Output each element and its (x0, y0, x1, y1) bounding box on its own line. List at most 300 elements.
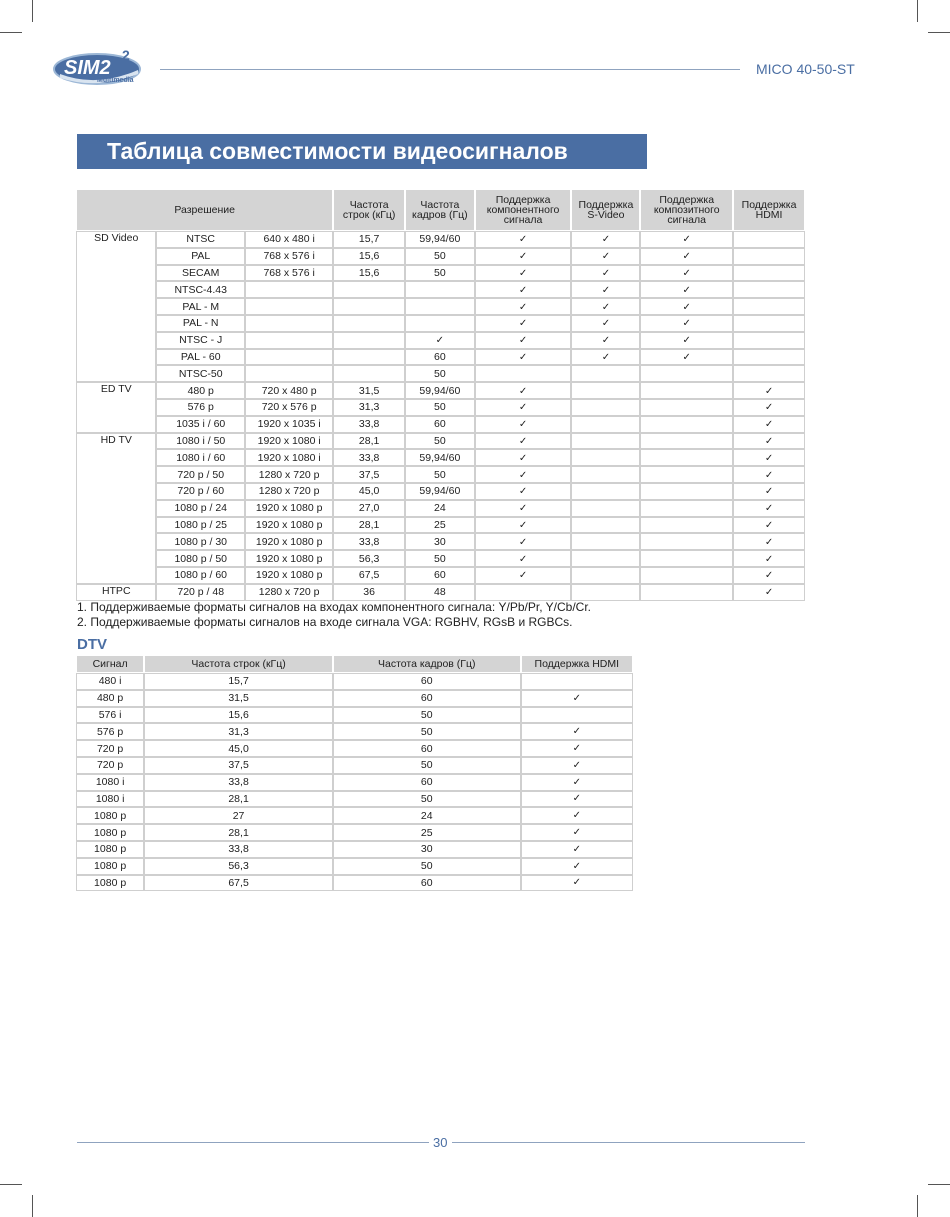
table-row (77, 518, 804, 533)
footnote: 2. Поддерживаемые форматы сигналов на входе сигнала VGA: RGBHV, RGsB и RGBCs. (77, 615, 573, 629)
line-frequency-cell: 15,7 (145, 674, 332, 689)
component-support-cell (476, 249, 571, 264)
resolution-cell: 1920 x 1080 i (246, 434, 332, 449)
component-support-cell (476, 316, 571, 331)
check-icon: ✓ (518, 335, 528, 347)
check-icon: ✓ (518, 469, 528, 481)
hdmi-support-cell (734, 232, 804, 247)
check-icon: ✓ (682, 351, 691, 363)
crop-mark (928, 32, 950, 33)
check-icon: ✓ (518, 234, 528, 246)
resolution-cell: 768 x 576 i (246, 266, 332, 281)
standard-cell: PAL - M (157, 299, 243, 314)
frame-frequency-cell (406, 316, 474, 331)
line-frequency-cell: 67,5 (145, 876, 332, 891)
hdmi-support-cell (734, 400, 804, 415)
composite-support-cell (641, 450, 732, 465)
dtv-heading: DTV (77, 636, 107, 653)
crop-mark (917, 0, 918, 22)
frame-frequency-cell: 50 (406, 400, 474, 415)
svideo-support-cell (572, 366, 639, 381)
composite-support-cell (641, 434, 732, 449)
crop-mark (917, 1195, 918, 1217)
resolution-cell: 1920 x 1080 p (246, 568, 332, 583)
svideo-support-cell (572, 266, 639, 281)
hdmi-support-cell: ✓ (522, 741, 632, 756)
signal-cell: 1080 p (77, 876, 143, 891)
frame-frequency-cell: 48 (406, 585, 474, 600)
check-icon: ✓ (518, 385, 528, 397)
check-icon: ✓ (518, 503, 528, 515)
line-frequency-cell (334, 316, 404, 331)
component-support-cell (476, 366, 571, 381)
resolution-cell: 640 x 480 i (246, 232, 332, 247)
table-row (77, 842, 632, 857)
hdmi-support-cell (522, 708, 632, 723)
signal-cell: 480 i (77, 674, 143, 689)
line-frequency-cell (334, 299, 404, 314)
composite-support-cell (641, 534, 732, 549)
frame-frequency-cell: 50 (406, 366, 474, 381)
resolution-cell (246, 350, 332, 365)
footer-rule (77, 1142, 429, 1143)
component-support-cell (476, 282, 571, 297)
hdmi-support-cell: ✓ (522, 859, 632, 874)
standard-cell: NTSC-4.43 (157, 282, 243, 297)
composite-support-cell (641, 501, 732, 516)
line-frequency-cell: 33,8 (145, 842, 332, 857)
line-frequency-cell: 28,1 (334, 518, 404, 533)
hdmi-support-cell (734, 551, 804, 566)
check-icon: ✓ (764, 503, 774, 515)
table-row (77, 585, 804, 600)
hdmi-support-cell (734, 282, 804, 297)
header-resolution: Разрешение (77, 190, 332, 230)
frame-frequency-cell: 59,94/60 (406, 450, 474, 465)
component-support-cell (476, 434, 571, 449)
check-icon: ✓ (518, 351, 528, 363)
resolution-cell: 1920 x 1080 p (246, 534, 332, 549)
svg-text:Multimedia: Multimedia (97, 77, 134, 84)
table-row (77, 501, 804, 516)
composite-support-cell (641, 518, 732, 533)
crop-mark (32, 0, 33, 22)
line-frequency-cell: 31,5 (145, 691, 332, 706)
table-row (77, 350, 804, 365)
svideo-support-cell (572, 299, 639, 314)
table-row (77, 741, 632, 756)
footer-rule (452, 1142, 805, 1143)
svideo-support-cell (572, 551, 639, 566)
line-frequency-cell: 28,1 (145, 825, 332, 840)
component-support-cell (476, 417, 571, 432)
component-support-cell (476, 568, 571, 583)
standard-cell: 1080 p / 24 (157, 501, 243, 516)
signal-cell: 480 p (77, 691, 143, 706)
table-row (77, 775, 632, 790)
standard-cell: SECAM (157, 266, 243, 281)
composite-support-cell (641, 366, 732, 381)
check-icon: ✓ (601, 351, 611, 363)
composite-support-cell (641, 232, 732, 247)
standard-cell: PAL (157, 249, 243, 264)
hdmi-support-cell: ✓ (522, 792, 632, 807)
line-frequency-cell: 56,3 (145, 859, 332, 874)
header-hdmi-support: Поддержка HDMI (734, 190, 804, 230)
signal-cell: 1080 p (77, 842, 143, 857)
component-support-cell (476, 350, 571, 365)
hdmi-support-cell: ✓ (522, 691, 632, 706)
composite-support-cell (641, 350, 732, 365)
frame-frequency-cell: 60 (334, 775, 520, 790)
resolution-cell: 1280 x 720 p (246, 484, 332, 499)
sim2-logo (52, 44, 148, 86)
check-icon: ✓ (764, 486, 774, 498)
frame-frequency-cell: 50 (406, 434, 474, 449)
group-label: SD Video (77, 232, 155, 381)
frame-frequency-cell: 60 (406, 568, 474, 583)
standard-cell: NTSC - J (157, 333, 243, 348)
line-frequency-cell: 45,0 (334, 484, 404, 499)
check-icon: ✓ (764, 385, 774, 397)
check-icon: ✓ (518, 435, 528, 447)
frame-frequency-cell: 60 (334, 691, 520, 706)
table-row (77, 383, 804, 398)
signal-cell: 720 p (77, 741, 143, 756)
svideo-support-cell (572, 417, 639, 432)
check-icon: ✓ (682, 335, 691, 347)
table-row (77, 316, 804, 331)
header-rule (160, 69, 740, 70)
table-row (77, 266, 804, 281)
hdmi-support-cell: ✓ (522, 724, 632, 739)
check-icon: ✓ (764, 570, 774, 582)
svideo-support-cell (572, 350, 639, 365)
page-number: 30 (433, 1135, 448, 1150)
check-icon: ✓ (518, 536, 528, 548)
table-row (77, 792, 632, 807)
check-icon: ✓ (764, 419, 774, 431)
check-icon: ✓ (764, 519, 774, 531)
composite-support-cell (641, 467, 732, 482)
footnote: 1. Поддерживаемые форматы сигналов на входах компонентного сигнала: Y/Pb/Pr, Y/Cb/Cr. (77, 600, 591, 614)
signal-cell: 1080 i (77, 775, 143, 790)
hdmi-support-cell (734, 518, 804, 533)
hdmi-support-cell (522, 674, 632, 689)
check-icon: ✓ (518, 452, 528, 464)
component-support-cell (476, 534, 571, 549)
line-frequency-cell: 33,8 (145, 775, 332, 790)
hdmi-support-cell: ✓ (522, 808, 632, 823)
table-row (77, 400, 804, 415)
resolution-cell (246, 299, 332, 314)
line-frequency-cell (334, 282, 404, 297)
signal-cell: 1080 i (77, 792, 143, 807)
line-frequency-cell (334, 333, 404, 348)
frame-frequency-cell: 50 (406, 551, 474, 566)
frame-frequency-cell: 30 (334, 842, 520, 857)
table-row (77, 859, 632, 874)
resolution-cell: 1280 x 720 p (246, 585, 332, 600)
standard-cell: PAL - N (157, 316, 243, 331)
standard-cell: NTSC (157, 232, 243, 247)
table-row (77, 534, 804, 549)
component-support-cell (476, 333, 571, 348)
svideo-support-cell (572, 282, 639, 297)
frame-frequency-cell: 50 (406, 467, 474, 482)
line-frequency-cell: 67,5 (334, 568, 404, 583)
composite-support-cell (641, 383, 732, 398)
header-composite-support: Поддержка композитного сигнала (641, 190, 732, 230)
crop-mark (32, 1195, 33, 1217)
check-icon: ✓ (518, 402, 528, 414)
frame-frequency-cell: 60 (334, 876, 520, 891)
svideo-support-cell (572, 518, 639, 533)
standard-cell: 480 p (157, 383, 243, 398)
standard-cell: PAL - 60 (157, 350, 243, 365)
standard-cell: 1080 i / 50 (157, 434, 243, 449)
line-frequency-cell: 31,3 (334, 400, 404, 415)
resolution-cell: 1920 x 1080 p (246, 518, 332, 533)
hdmi-support-cell (734, 467, 804, 482)
check-icon: ✓ (601, 335, 611, 347)
crop-mark (928, 1184, 950, 1185)
component-support-cell (476, 585, 571, 600)
check-icon: ✓ (518, 486, 528, 498)
dtv-header-hdmi-support: Поддержка HDMI (522, 656, 632, 672)
table-row (77, 758, 632, 773)
composite-support-cell (641, 282, 732, 297)
document-model: MICO 40-50-ST (756, 61, 855, 77)
check-icon: ✓ (682, 234, 691, 246)
svideo-support-cell (572, 249, 639, 264)
check-icon: ✓ (518, 251, 528, 263)
signal-cell: 720 p (77, 758, 143, 773)
check-icon: ✓ (764, 435, 774, 447)
line-frequency-cell: 31,3 (145, 724, 332, 739)
check-icon: ✓ (764, 452, 774, 464)
frame-frequency-cell: 30 (406, 534, 474, 549)
component-support-cell (476, 383, 571, 398)
line-frequency-cell: 45,0 (145, 741, 332, 756)
group-label: ED TV (77, 383, 155, 431)
line-frequency-cell: 37,5 (334, 467, 404, 482)
group-label: HD TV (77, 434, 155, 583)
hdmi-support-cell (734, 249, 804, 264)
table-row (77, 417, 804, 432)
table-row (77, 551, 804, 566)
standard-cell: 1080 p / 60 (157, 568, 243, 583)
line-frequency-cell: 33,8 (334, 417, 404, 432)
standard-cell: 1080 i / 60 (157, 450, 243, 465)
svideo-support-cell (572, 484, 639, 499)
composite-support-cell (641, 484, 732, 499)
dtv-table (75, 654, 634, 892)
svideo-support-cell (572, 232, 639, 247)
component-support-cell (476, 518, 571, 533)
line-frequency-cell: 28,1 (145, 792, 332, 807)
hdmi-support-cell: ✓ (522, 876, 632, 891)
table-row (77, 249, 804, 264)
check-icon: ✓ (518, 318, 528, 330)
frame-frequency-cell: 50 (334, 859, 520, 874)
hdmi-support-cell (734, 266, 804, 281)
resolution-cell: 1920 x 1080 p (246, 501, 332, 516)
hdmi-support-cell (734, 501, 804, 516)
check-icon: ✓ (518, 419, 528, 431)
hdmi-support-cell (734, 450, 804, 465)
resolution-cell: 1920 x 1080 i (246, 450, 332, 465)
svideo-support-cell (572, 333, 639, 348)
composite-support-cell (641, 400, 732, 415)
frame-frequency-cell: 60 (406, 350, 474, 365)
composite-support-cell (641, 299, 732, 314)
check-icon: ✓ (682, 318, 691, 330)
signal-cell: 1080 p (77, 808, 143, 823)
check-icon: ✓ (518, 301, 528, 313)
hdmi-support-cell (734, 434, 804, 449)
component-support-cell (476, 484, 571, 499)
check-icon: ✓ (601, 284, 611, 296)
hdmi-support-cell (734, 383, 804, 398)
group-label: HTPC (77, 585, 155, 600)
check-icon: ✓ (764, 402, 774, 414)
resolution-cell: 1920 x 1080 p (246, 551, 332, 566)
table-row (77, 467, 804, 482)
hdmi-support-cell (734, 484, 804, 499)
signal-cell: 1080 p (77, 859, 143, 874)
check-icon: ✓ (682, 251, 691, 263)
line-frequency-cell: 15,6 (145, 708, 332, 723)
standard-cell: 720 p / 48 (157, 585, 243, 600)
hdmi-support-cell: ✓ (522, 825, 632, 840)
frame-frequency-cell: 24 (406, 501, 474, 516)
check-icon: ✓ (601, 301, 611, 313)
check-icon: ✓ (601, 318, 611, 330)
resolution-cell (246, 282, 332, 297)
line-frequency-cell: 56,3 (334, 551, 404, 566)
check-icon: ✓ (601, 267, 611, 279)
component-support-cell (476, 400, 571, 415)
signal-cell: 576 p (77, 724, 143, 739)
check-icon: ✓ (518, 553, 528, 565)
check-icon: ✓ (764, 469, 774, 481)
frame-frequency-cell: 25 (334, 825, 520, 840)
hdmi-support-cell (734, 585, 804, 600)
frame-frequency-cell: 59,94/60 (406, 232, 474, 247)
compatibility-table (75, 188, 806, 602)
svg-text:2: 2 (122, 47, 130, 63)
standard-cell: 1080 p / 30 (157, 534, 243, 549)
frame-frequency-cell: 50 (334, 758, 520, 773)
svg-text:SIM2: SIM2 (64, 57, 111, 79)
table-row (77, 691, 632, 706)
resolution-cell (246, 366, 332, 381)
svideo-support-cell (572, 316, 639, 331)
table-row (77, 333, 804, 348)
check-icon: ✓ (601, 251, 611, 263)
line-frequency-cell: 15,7 (334, 232, 404, 247)
composite-support-cell (641, 266, 732, 281)
check-icon: ✓ (764, 553, 774, 565)
standard-cell: 1080 p / 25 (157, 518, 243, 533)
composite-support-cell (641, 568, 732, 583)
frame-frequency-cell: 25 (406, 518, 474, 533)
table-row (77, 724, 632, 739)
frame-frequency-cell: 24 (334, 808, 520, 823)
component-support-cell (476, 501, 571, 516)
frame-frequency-cell: 60 (334, 741, 520, 756)
line-frequency-cell: 31,5 (334, 383, 404, 398)
hdmi-support-cell (734, 366, 804, 381)
frame-frequency-cell: 59,94/60 (406, 383, 474, 398)
standard-cell: 720 p / 60 (157, 484, 243, 499)
line-frequency-cell (334, 350, 404, 365)
table-row (77, 282, 804, 297)
footnotes (77, 600, 591, 630)
hdmi-support-cell (734, 316, 804, 331)
line-frequency-cell: 15,6 (334, 266, 404, 281)
standard-cell: NTSC-50 (157, 366, 243, 381)
resolution-cell: 720 x 576 p (246, 400, 332, 415)
frame-frequency-cell (406, 299, 474, 314)
header-frame-frequency: Частота кадров (Гц) (406, 190, 474, 230)
line-frequency-cell: 33,8 (334, 450, 404, 465)
frame-frequency-cell: 50 (334, 708, 520, 723)
standard-cell: 1080 p / 50 (157, 551, 243, 566)
svideo-support-cell (572, 400, 639, 415)
table-row (77, 708, 632, 723)
hdmi-support-cell (734, 333, 804, 348)
composite-support-cell (641, 585, 732, 600)
resolution-cell (246, 316, 332, 331)
resolution-cell: 768 x 576 i (246, 249, 332, 264)
title-bar (77, 134, 647, 169)
check-icon: ✓ (764, 536, 774, 548)
svideo-support-cell (572, 501, 639, 516)
resolution-cell: 1280 x 720 p (246, 467, 332, 482)
frame-frequency-cell: 50 (406, 249, 474, 264)
table-row (77, 825, 632, 840)
table-row (77, 808, 632, 823)
standard-cell: 576 p (157, 400, 243, 415)
table-row (77, 674, 632, 689)
table-row (77, 876, 632, 891)
table-row (77, 299, 804, 314)
component-support-cell (476, 299, 571, 314)
check-icon: ✓ (518, 267, 528, 279)
resolution-cell: 720 x 480 p (246, 383, 332, 398)
frame-frequency-cell: 60 (406, 417, 474, 432)
line-frequency-cell: 36 (334, 585, 404, 600)
component-support-cell (476, 266, 571, 281)
svideo-support-cell (572, 568, 639, 583)
check-icon: ✓ (764, 587, 774, 599)
hdmi-support-cell: ✓ (522, 775, 632, 790)
line-frequency-cell: 33,8 (334, 534, 404, 549)
frame-frequency-cell: 50 (334, 792, 520, 807)
table-row (77, 568, 804, 583)
signal-cell: 1080 p (77, 825, 143, 840)
page-title: Таблица совместимости видеосигналов (107, 138, 568, 164)
svideo-support-cell (572, 434, 639, 449)
hdmi-support-cell (734, 417, 804, 432)
component-support-cell (476, 232, 571, 247)
check-icon: ✓ (682, 301, 691, 313)
line-frequency-cell: 27 (145, 808, 332, 823)
svideo-support-cell (572, 467, 639, 482)
check-icon: ✓ (682, 284, 691, 296)
